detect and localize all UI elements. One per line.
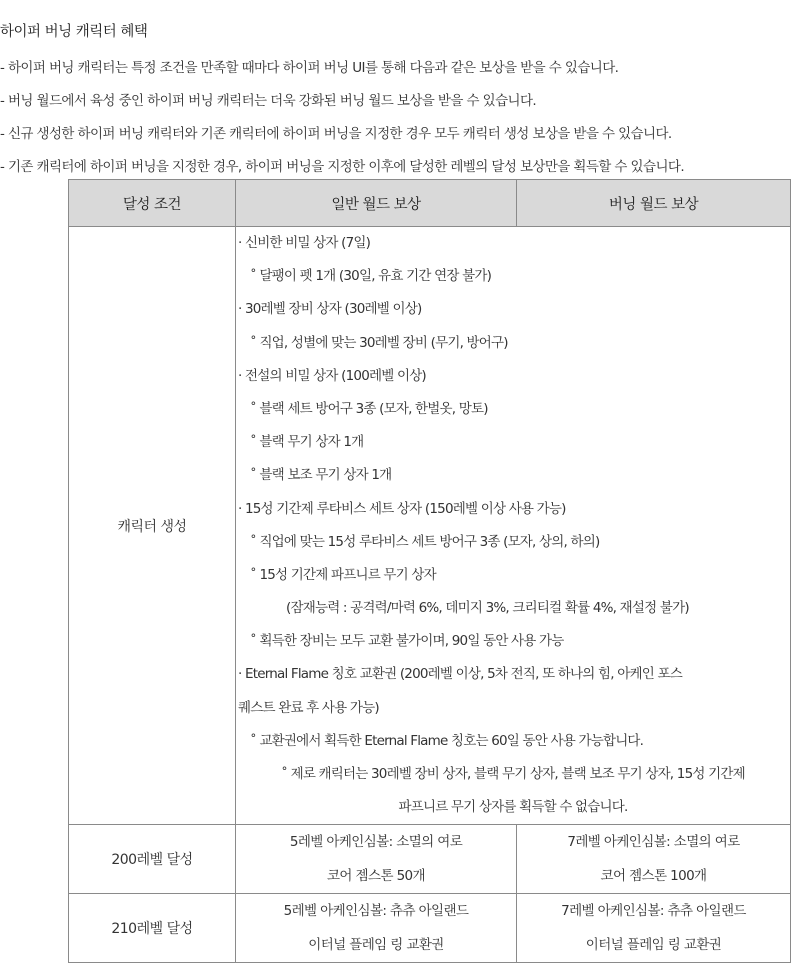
reward-text: 7레벨 아케인심볼: 츄츄 아일랜드 — [561, 903, 746, 920]
reward-line: ˚ 블랙 세트 방어구 3종 (모자, 한벌옷, 망토) — [250, 400, 488, 417]
rewards-table — [68, 179, 791, 963]
burning-reward-cell — [517, 894, 791, 963]
reward-line: ˚ 직업, 성별에 맞는 30레벨 장비 (무기, 방어구) — [250, 334, 508, 351]
reward-line: 파프니르 무기 상자를 획득할 수 없습니다. — [398, 799, 628, 816]
reward-line: ˚ 교환권에서 획득한 Eternal Flame 칭호는 60일 동안 사용 가능합니다. — [250, 732, 644, 749]
reward-text: 5레벨 아케인심볼: 츄츄 아일랜드 — [283, 903, 469, 920]
table-row-creation — [69, 227, 791, 825]
condition-cell: 200레벨 달성 — [69, 825, 236, 894]
bullet-text: - 하이퍼 버닝 캐릭터는 특정 조건을 만족할 때마다 하이퍼 버닝 UI를 통해 다음과 같은 보상을 받을 수 있습니다. — [0, 60, 619, 76]
reward-line: ˚ 달팽이 펫 1개 (30일, 유효 기간 연장 불가) — [250, 268, 492, 285]
reward-line: ˚ 블랙 보조 무기 상자 1개 — [250, 467, 392, 484]
reward-line: (잠재능력 : 공격력/마력 6%, 데미지 3%, 크리티컬 확률 4%, 재설정 불가) — [286, 600, 689, 617]
condition-cell: 캐릭터 생성 — [69, 227, 236, 825]
reward-text: 이터널 플레임 링 교환권 — [585, 937, 722, 954]
reward-line: ˚ 제로 캐릭터는 30레벨 장비 상자, 블랙 무기 상자, 블랙 보조 무기 상자, 15성 기간제 — [281, 766, 745, 782]
reward-line: ˚ 직업에 맞는 15성 루타비스 세트 방어구 3종 (모자, 상의, 하의) — [250, 533, 600, 550]
reward-line: · 30레벨 장비 상자 (30레벨 이상) — [238, 301, 422, 318]
reward-line: · 15성 기간제 루타비스 세트 상자 (150레벨 이상 사용 가능) — [238, 500, 566, 517]
table-row-200 — [69, 825, 791, 894]
header-burning-world: 버닝 월드 보상 — [517, 180, 791, 227]
reward-text: 7레벨 아케인심볼: 소멸의 여로 — [567, 834, 740, 851]
normal-reward-cell — [236, 825, 517, 894]
table-header-row — [69, 180, 791, 227]
reward-line: ˚ 획득한 장비는 모두 교환 불가이며, 90일 동안 사용 가능 — [250, 633, 564, 650]
bullet-text: - 버닝 월드에서 육성 중인 하이퍼 버닝 캐릭터는 더욱 강화된 버닝 월드 보상을 받을 수 있습니다. — [0, 93, 537, 109]
reward-line: ˚ 15성 기간제 파프니르 무기 상자 — [250, 566, 436, 583]
reward-line: 퀘스트 완료 후 사용 가능) — [238, 699, 379, 716]
reward-line: ˚ 블랙 무기 상자 1개 — [250, 434, 364, 451]
creation-rewards-cell — [236, 227, 791, 825]
bullet-text: - 신규 생성한 하이퍼 버닝 캐릭터와 기존 캐릭터에 하이퍼 버닝을 지정한 경우 모두 캐릭터 생성 보상을 받을 수 있습니다. — [0, 126, 672, 142]
condition-cell: 210레벨 달성 — [69, 894, 236, 963]
reward-text: 코어 젬스톤 100개 — [600, 868, 707, 885]
header-condition: 달성 조건 — [69, 180, 236, 227]
header-normal-world: 일반 월드 보상 — [236, 180, 517, 227]
reward-line: · 전설의 비밀 상자 (100레벨 이상) — [238, 367, 426, 384]
page-title: 하이퍼 버닝 캐릭터 혜택 — [0, 24, 148, 40]
reward-text: 이터널 플레임 링 교환권 — [308, 937, 444, 954]
reward-text: 코어 젬스톤 50개 — [326, 868, 425, 885]
reward-line: · 신비한 비밀 상자 (7일) — [238, 235, 371, 251]
normal-reward-cell — [236, 894, 517, 963]
burning-reward-cell — [517, 825, 791, 894]
bullet-text: - 기존 캐릭터에 하이퍼 버닝을 지정한 경우, 하이퍼 버닝을 지정한 이후에 달성한 레벨의 달성 보상만을 획득할 수 있습니다. — [0, 159, 685, 175]
reward-line: · Eternal Flame 칭호 교환권 (200레벨 이상, 5차 전직, 또 하나의 힘, 아케인 포스 — [238, 666, 682, 683]
table-row-210 — [69, 894, 791, 963]
reward-text: 5레벨 아케인심볼: 소멸의 여로 — [289, 834, 463, 851]
